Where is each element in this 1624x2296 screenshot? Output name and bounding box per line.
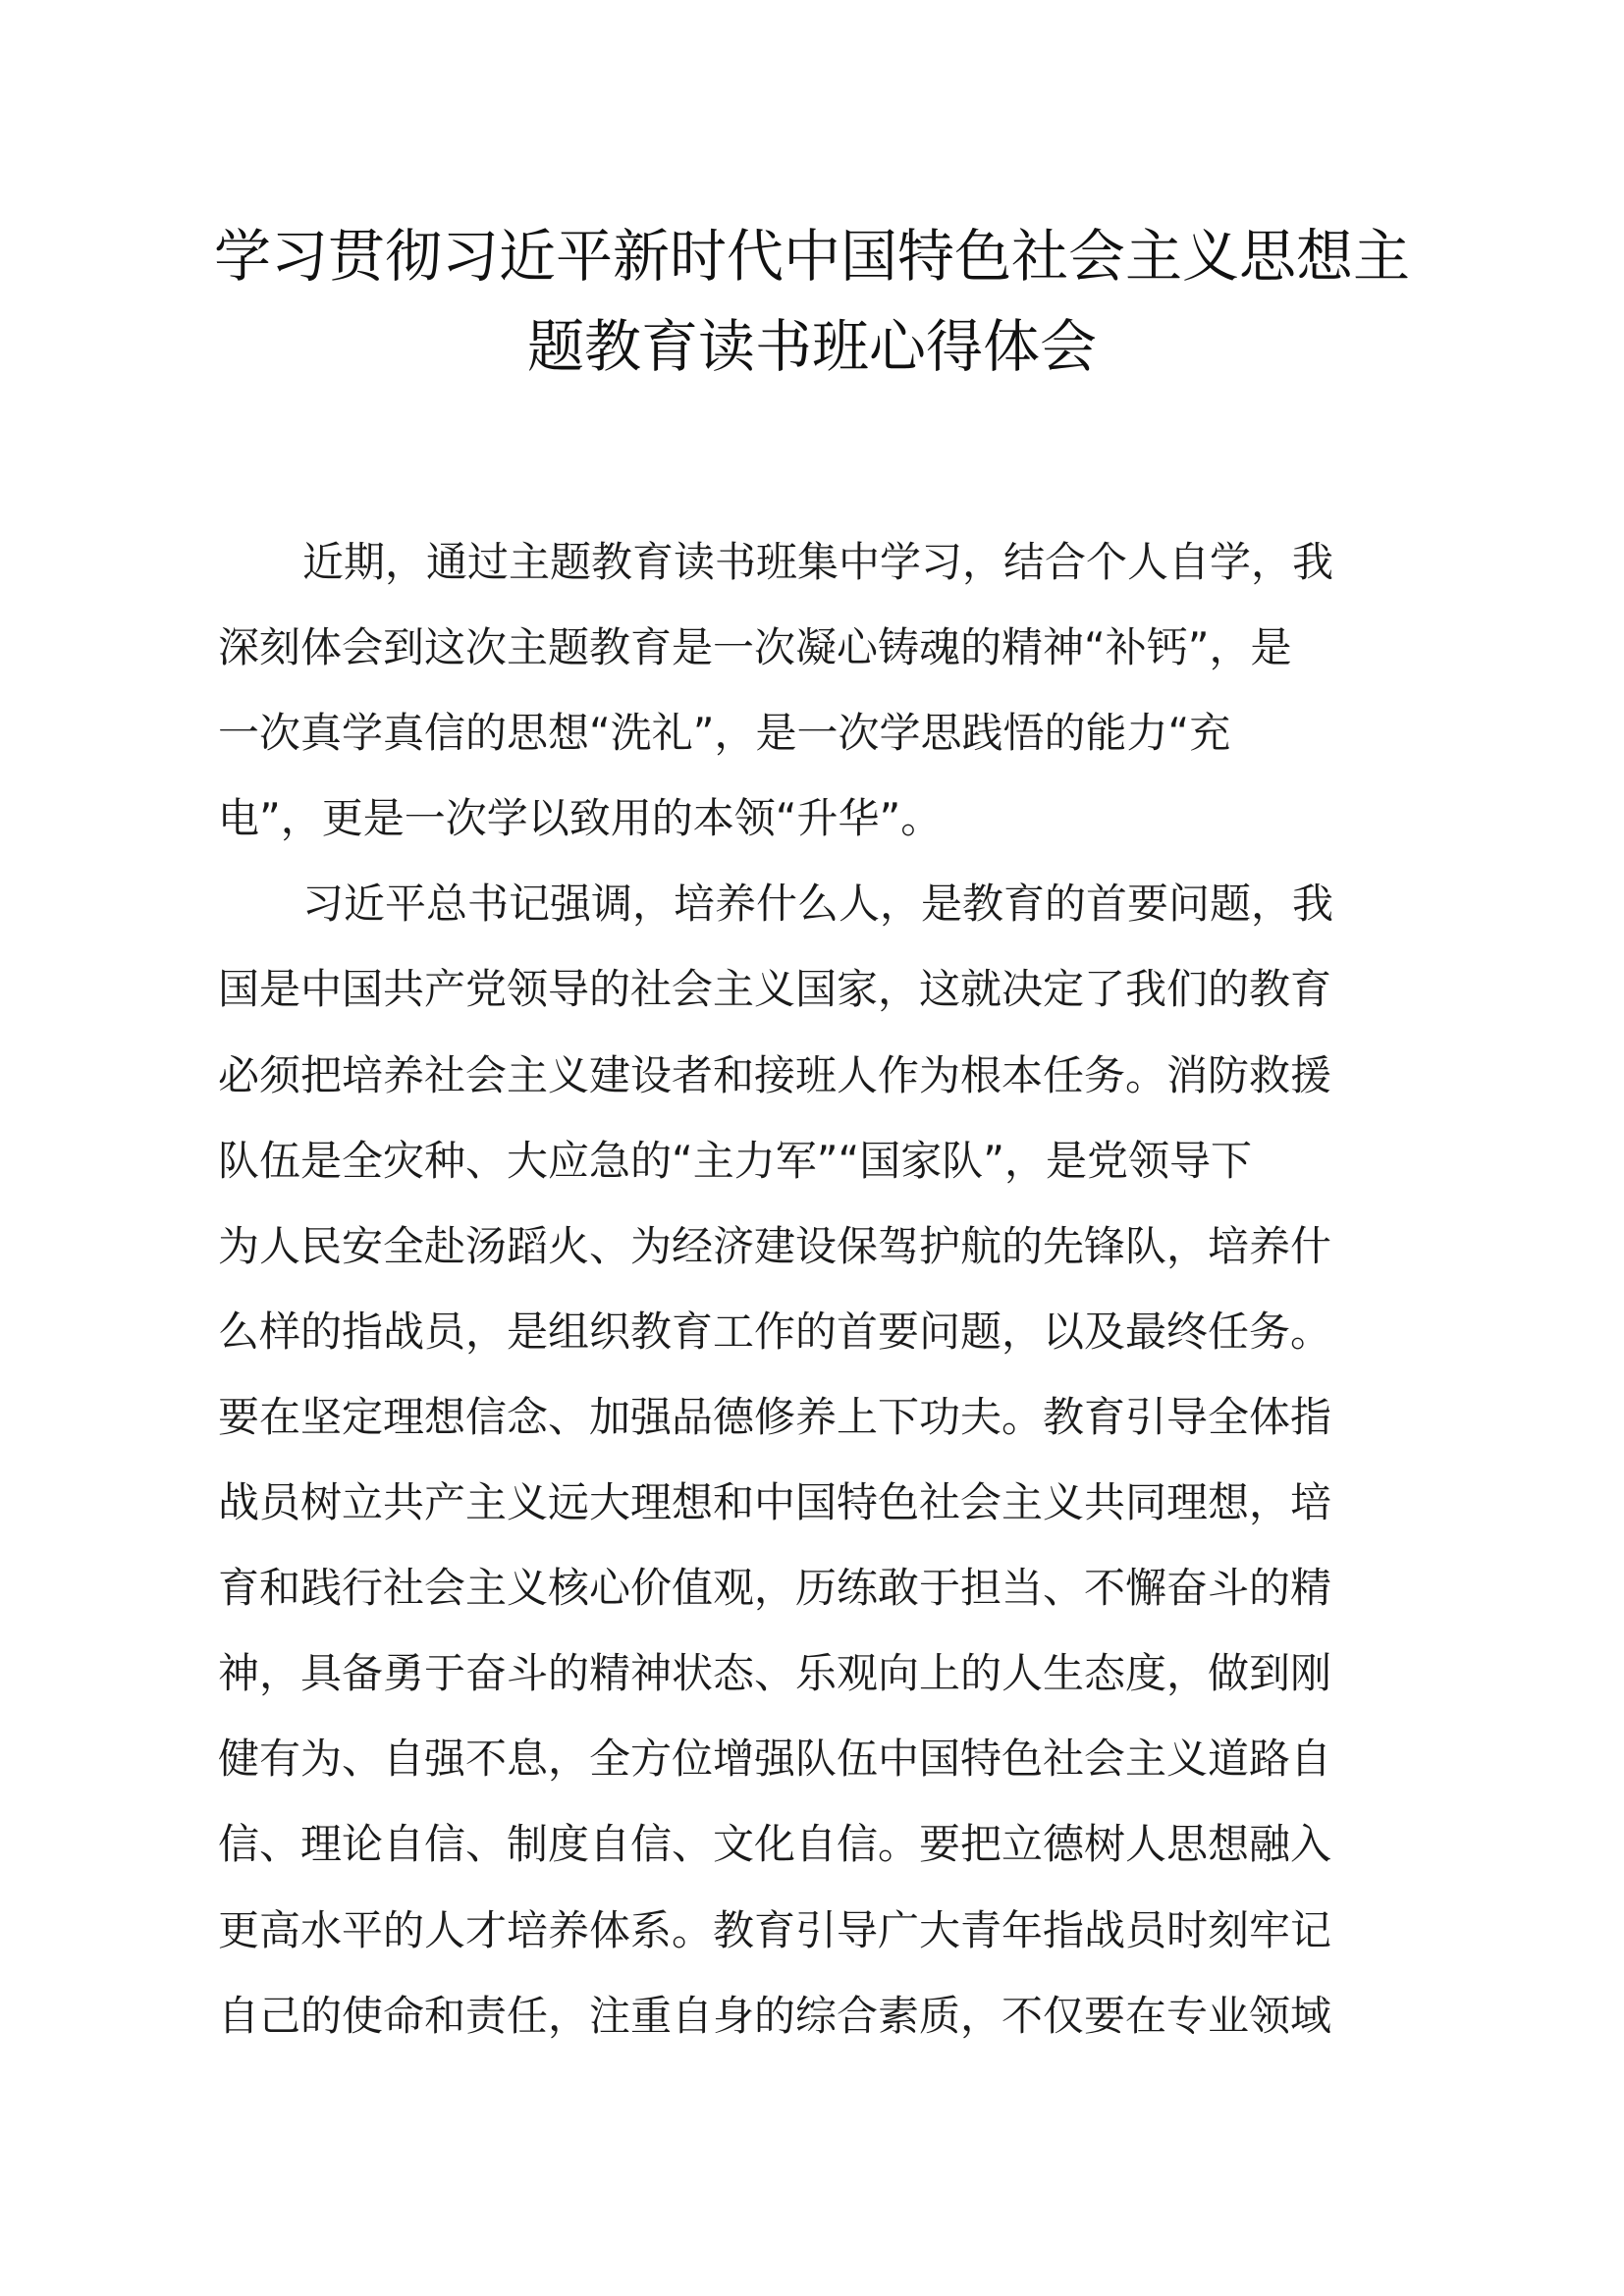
paragraph-line: 信、理论自信、制度自信、文化自信。要把立德树人思想融入 (218, 1820, 1332, 1869)
paragraph-line: 为人民安全赴汤蹈火、为经济建设保驾护航的先锋队，培养什 (218, 1221, 1332, 1270)
paragraph-line: 战员树立共产主义远大理想和中国特色社会主义共同理想，培 (218, 1478, 1332, 1527)
paragraph-line: 近期，通过主题教育读书班集中学习，结合个人自学，我 (302, 538, 1334, 586)
title-line: 学习贯彻习近平新时代中国特色社会主义思想主 (213, 223, 1410, 290)
title-line: 题教育读书班心得体会 (526, 313, 1097, 380)
paragraph-2 (218, 861, 1416, 2057)
paragraph-line: 么样的指战员，是组织教育工作的首要问题，以及最终任务。 (218, 1307, 1332, 1356)
document-title (196, 211, 1428, 392)
paragraph-line: 自己的使命和责任，注重自身的综合素质，不仅要在专业领域 (218, 1991, 1332, 2040)
paragraph-line: 神，具备勇于奋斗的精神状态、乐观向上的人生态度，做到刚 (218, 1649, 1332, 1698)
paragraph-line: 电”，更是一次学以致用的本领“升华”。 (218, 794, 943, 843)
paragraph-line: 要在坚定理想信念、加强品德修养上下功夫。教育引导全体指 (218, 1392, 1332, 1441)
document-body (218, 519, 1416, 2058)
paragraph-line: 必须把培养社会主义建设者和接班人作为根本任务。消防救援 (218, 1050, 1332, 1099)
paragraph-line: 队伍是全灾种、大应急的“主力军”“国家队”，是党领导下 (218, 1136, 1253, 1185)
paragraph-line: 习近平总书记强调，培养什么人，是教育的首要问题，我 (302, 880, 1334, 929)
paragraph-1 (218, 519, 1416, 861)
paragraph-line: 更高水平的人才培养体系。教育引导广大青年指战员时刻牢记 (218, 1905, 1332, 1954)
paragraph-line: 健有为、自强不息，全方位增强队伍中国特色社会主义道路自 (218, 1735, 1332, 1784)
paragraph-line: 一次真学真信的思想“洗礼”，是一次学思践悟的能力“充 (218, 709, 1231, 758)
paragraph-line: 国是中国共产党领导的社会主义国家，这就决定了我们的教育 (218, 965, 1332, 1014)
paragraph-line: 育和践行社会主义核心价值观，历练敢于担当、不懈奋斗的精 (218, 1564, 1332, 1613)
paragraph-line: 深刻体会到这次主题教育是一次凝心铸魂的精神“补钙”，是 (218, 623, 1292, 672)
